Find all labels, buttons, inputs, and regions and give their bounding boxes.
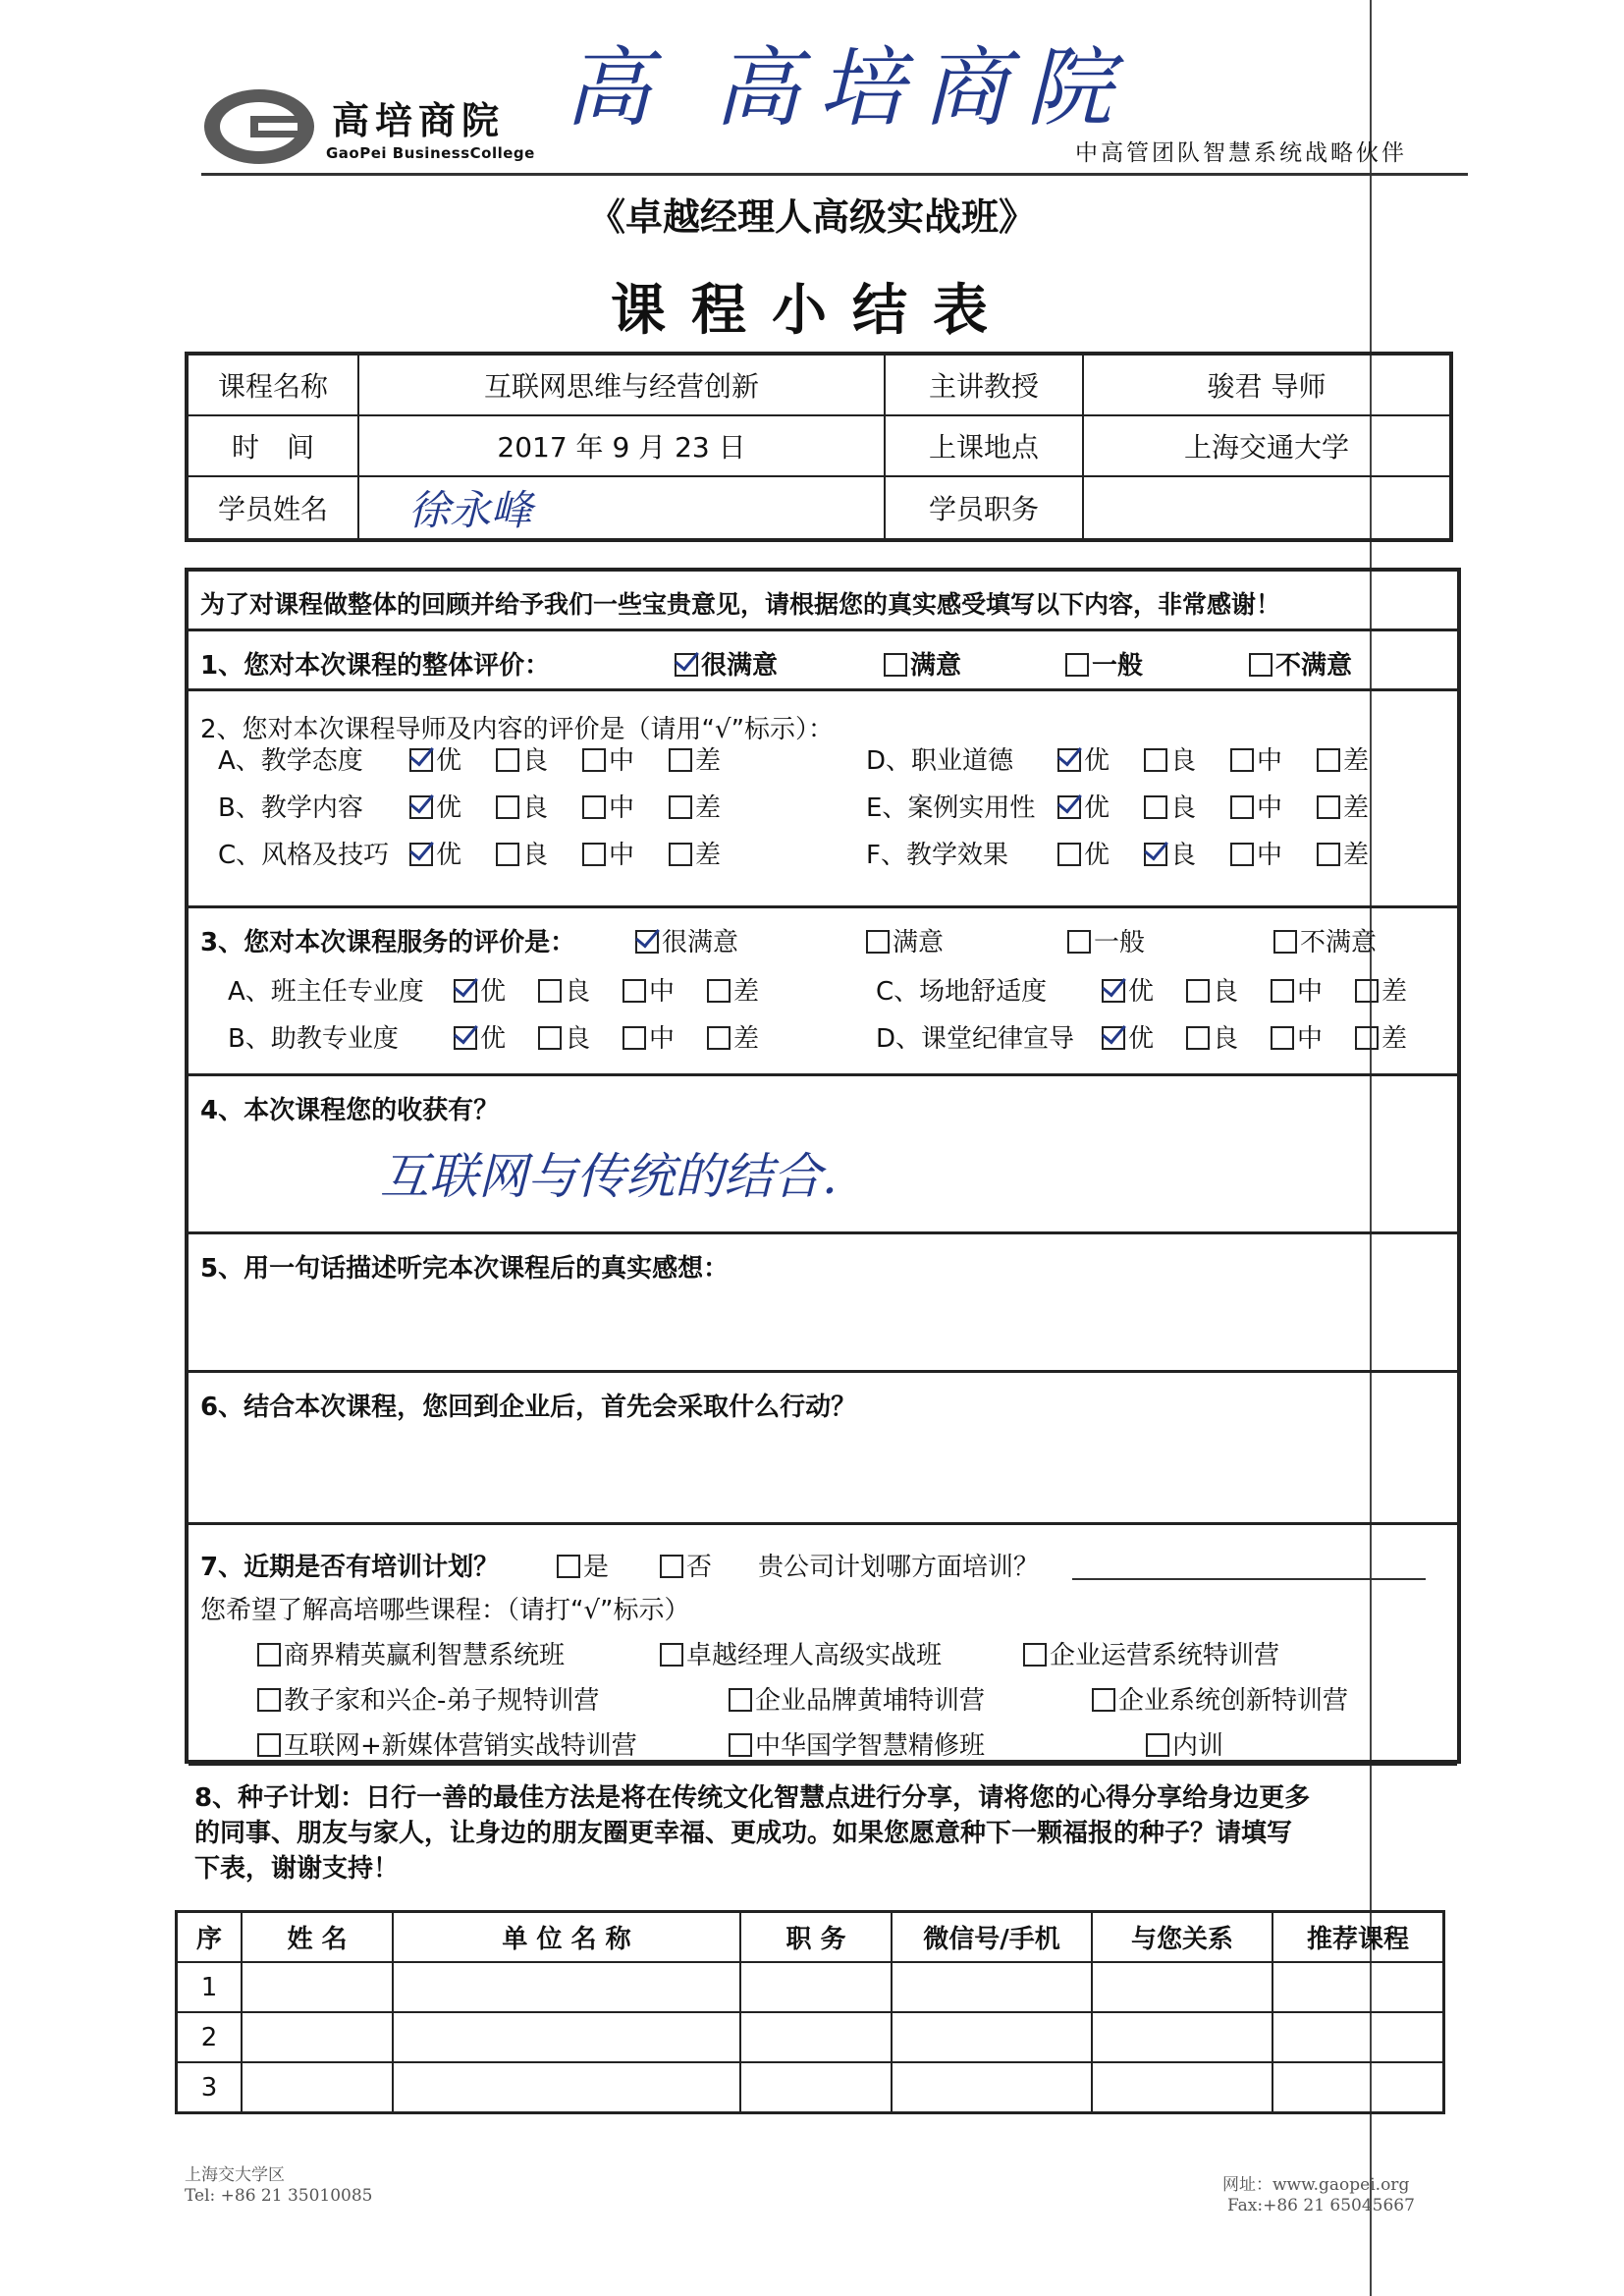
q2-item-label: D、职业道德	[866, 746, 1014, 776]
q2-grade-option[interactable]: 良	[1144, 788, 1196, 824]
q3-item-label: C、场地舒适度	[876, 977, 1048, 1007]
q3-grade-option[interactable]: 差	[707, 1018, 759, 1055]
q3-grade-option[interactable]: 优	[1102, 971, 1154, 1008]
checkbox-icon[interactable]	[669, 843, 692, 866]
table-cell[interactable]	[242, 1962, 393, 2012]
checkbox-icon[interactable]	[582, 843, 606, 866]
q2-item-label: B、教学内容	[218, 793, 363, 823]
gaopei-logo-icon	[201, 86, 317, 167]
checkbox-icon[interactable]	[623, 1026, 646, 1050]
q3-option-satisfied[interactable]: 满意	[866, 922, 944, 958]
checkbox-icon[interactable]	[1317, 748, 1340, 772]
checkbox-icon[interactable]	[538, 979, 562, 1003]
course-name-label: 课程名称	[187, 354, 358, 415]
q3-row	[189, 908, 1457, 1076]
q3-option-average[interactable]: 一般	[1067, 922, 1145, 958]
checkbox-icon[interactable]	[1271, 1026, 1294, 1050]
course-option[interactable]: 互联网+新媒体营销实战特训营	[257, 1725, 637, 1762]
q7-which-training: 贵公司计划哪方面培训？	[758, 1553, 1040, 1582]
course-option[interactable]: 卓越经理人高级实战班	[660, 1635, 942, 1671]
table-cell[interactable]	[393, 2012, 740, 2062]
table-cell[interactable]	[740, 2062, 892, 2113]
q8-line-1: 8、种子计划：日行一善的最佳方法是将在传统文化智慧点进行分享，请将您的心得分享给身边更多	[194, 1783, 1311, 1813]
q3-option-very-satisfied[interactable]: 很满意	[635, 922, 738, 958]
row-index: 1	[177, 1962, 243, 2012]
table-cell[interactable]	[740, 2012, 892, 2062]
student-position-label: 学员职务	[885, 476, 1083, 540]
checkbox-icon[interactable]	[1317, 843, 1340, 866]
col-company: 单 位 名 称	[393, 1912, 740, 1963]
course-title: 《卓越经理人高级实战班》	[587, 195, 1036, 239]
table-cell[interactable]	[1272, 1962, 1444, 2012]
checkbox-icon[interactable]	[1271, 979, 1294, 1003]
q2-grade-option[interactable]: 良	[1144, 740, 1196, 777]
survey-section	[185, 568, 1461, 1884]
checkbox-icon[interactable]	[1273, 930, 1297, 954]
q2-grade-option[interactable]: 中	[582, 740, 634, 777]
q8-line-2: 的同事、朋友与家人，让身边的朋友圈更幸福、更成功。如果您愿意种下一颗福报的种子？请填写	[194, 1819, 1293, 1848]
checkbox-icon[interactable]	[660, 1643, 683, 1667]
table-cell[interactable]	[1272, 2062, 1444, 2113]
checkbox-checked-icon[interactable]	[409, 843, 433, 866]
q3-grade-option[interactable]: 优	[454, 1018, 506, 1055]
q3-grade-option[interactable]: 优	[454, 971, 506, 1008]
footer-website: 网址：www.gaopei.org	[1222, 2175, 1410, 2195]
footer-tel: Tel: +86 21 35010085	[185, 2186, 373, 2206]
checkbox-icon[interactable]	[1230, 748, 1254, 772]
q3-grade-option[interactable]: 中	[1271, 971, 1323, 1008]
q2-grade-option[interactable]: 中	[582, 788, 634, 824]
table-cell[interactable]	[1092, 1962, 1272, 2012]
q2-grade-option[interactable]: 差	[669, 740, 721, 777]
checkbox-icon[interactable]	[707, 1026, 731, 1050]
q4-label: 4、本次课程您的收获有？	[200, 1096, 500, 1125]
q1-option-very-satisfied[interactable]: 很满意	[675, 645, 778, 682]
q3-item-label: D、课堂纪律宣导	[876, 1024, 1075, 1054]
q7-no-option[interactable]: 否	[660, 1547, 712, 1583]
table-cell[interactable]	[1092, 2062, 1272, 2113]
q2-grade-option[interactable]: 优	[409, 740, 461, 777]
seed-table-header	[177, 1912, 1444, 1963]
col-position: 职 务	[740, 1912, 892, 1963]
q8-line-3: 下表，谢谢支持！	[194, 1854, 400, 1884]
q3-label: 3、您对本次课程服务的评价是：	[200, 928, 576, 957]
checkbox-icon[interactable]	[884, 653, 907, 677]
col-name: 姓 名	[242, 1912, 393, 1963]
checkbox-icon[interactable]	[866, 930, 890, 954]
q3-option-unsatisfied[interactable]: 不满意	[1273, 922, 1377, 958]
q2-grade-option[interactable]: 差	[1317, 835, 1369, 871]
checkbox-icon[interactable]	[1146, 1733, 1169, 1757]
checkbox-icon[interactable]	[1317, 795, 1340, 819]
table-cell[interactable]	[1092, 2012, 1272, 2062]
q2-grade-option[interactable]: 良	[496, 835, 548, 871]
q2-grade-option[interactable]: 优	[1057, 740, 1110, 777]
table-row	[177, 2062, 1444, 2113]
table-cell[interactable]	[393, 1962, 740, 2012]
q3-grade-option[interactable]: 优	[1102, 1018, 1154, 1055]
col-relation: 与您关系	[1092, 1912, 1272, 1963]
q2-grade-option[interactable]: 良	[496, 788, 548, 824]
place-value: 上海交通大学	[1083, 415, 1451, 476]
checkbox-icon[interactable]	[257, 1643, 281, 1667]
checkbox-icon[interactable]	[669, 795, 692, 819]
q5-row	[189, 1234, 1457, 1373]
q1-option-average[interactable]: 一般	[1065, 645, 1143, 682]
checkbox-icon[interactable]	[1144, 795, 1167, 819]
q3-grade-option[interactable]: 中	[623, 971, 675, 1008]
col-recommended-course: 推荐课程	[1272, 1912, 1444, 1963]
q2-grade-option[interactable]: 差	[1317, 740, 1369, 777]
checkbox-icon[interactable]	[1186, 979, 1210, 1003]
time-label: 时 间	[187, 415, 358, 476]
intro-row	[189, 572, 1457, 631]
q8-row	[189, 1766, 1457, 1884]
q2-item-label: E、案例实用性	[866, 793, 1036, 823]
table-cell[interactable]	[242, 2062, 393, 2113]
table-cell[interactable]	[892, 1962, 1092, 2012]
checkbox-checked-icon[interactable]	[675, 653, 698, 677]
q3-grade-option[interactable]: 良	[538, 1018, 590, 1055]
checkbox-checked-icon[interactable]	[1057, 748, 1081, 772]
checkbox-checked-icon[interactable]	[635, 930, 659, 954]
handwritten-header-note: 高 高培商院	[565, 37, 1130, 138]
col-wechat: 微信号/手机	[892, 1912, 1092, 1963]
checkbox-icon[interactable]	[582, 748, 606, 772]
lecturer-value: 骏君 导师	[1083, 354, 1451, 415]
q3-grade-option[interactable]: 良	[1186, 1018, 1238, 1055]
checkbox-icon[interactable]	[1092, 1688, 1115, 1712]
q2-grade-option[interactable]: 中	[582, 835, 634, 871]
place-label: 上课地点	[885, 415, 1083, 476]
table-row	[177, 1962, 1444, 2012]
checkbox-icon[interactable]	[1057, 843, 1081, 866]
checkbox-checked-icon[interactable]	[1057, 795, 1081, 819]
q2-row	[189, 691, 1457, 908]
checkbox-icon[interactable]	[1230, 795, 1254, 819]
q2-grade-option[interactable]: 差	[1317, 788, 1369, 824]
q2-grade-option[interactable]: 良	[1144, 835, 1196, 871]
checkbox-icon[interactable]	[257, 1688, 281, 1712]
table-cell[interactable]	[892, 2012, 1092, 2062]
checkbox-icon[interactable]	[729, 1733, 752, 1757]
checkbox-icon[interactable]	[1067, 930, 1091, 954]
checkbox-icon[interactable]	[1144, 748, 1167, 772]
checkbox-icon[interactable]	[1355, 1026, 1379, 1050]
course-option[interactable]: 企业品牌黄埔特训营	[729, 1680, 985, 1717]
q4-row	[189, 1076, 1457, 1234]
q2-grade-option[interactable]: 差	[669, 788, 721, 824]
course-info-table	[185, 352, 1453, 542]
q7-wish-label: 您希望了解高培哪些课程：（请打“√”标示）	[200, 1596, 690, 1625]
q3-grade-option[interactable]: 中	[623, 1018, 675, 1055]
checkbox-icon[interactable]	[582, 795, 606, 819]
checkbox-checked-icon[interactable]	[1102, 1026, 1125, 1050]
checkbox-icon[interactable]	[1023, 1643, 1047, 1667]
q3-grade-option[interactable]: 差	[1355, 971, 1407, 1008]
checkbox-checked-icon[interactable]	[409, 795, 433, 819]
time-value: 2017 年 9 月 23 日	[358, 415, 885, 476]
brand-tagline: 中高管团队智慧系统战略伙伴	[1075, 140, 1407, 166]
q2-grade-option[interactable]: 中	[1230, 788, 1282, 824]
checkbox-icon[interactable]	[538, 1026, 562, 1050]
table-row	[177, 2012, 1444, 2062]
q6-label: 6、结合本次课程，您回到企业后，首先会采取什么行动？	[200, 1393, 857, 1422]
brand-name-en: GaoPei BusinessCollege	[326, 144, 535, 162]
checkbox-checked-icon[interactable]	[409, 748, 433, 772]
q3-grade-option[interactable]: 良	[538, 971, 590, 1008]
checkbox-icon[interactable]	[1186, 1026, 1210, 1050]
checkbox-icon[interactable]	[1230, 843, 1254, 866]
q3-item-label: B、助教专业度	[228, 1024, 399, 1054]
q7-label: 7、近期是否有培训计划？	[200, 1553, 500, 1582]
q7-yes-option[interactable]: 是	[557, 1547, 609, 1583]
q2-grade-option[interactable]: 优	[1057, 788, 1110, 824]
course-option[interactable]: 中华国学智慧精修班	[729, 1725, 985, 1762]
brand-name-cn: 高培商院	[332, 98, 506, 142]
course-option[interactable]: 教子家和兴企-弟子规特训营	[257, 1680, 599, 1717]
q3-grade-option[interactable]: 良	[1186, 971, 1238, 1008]
checkbox-icon[interactable]	[257, 1733, 281, 1757]
course-option[interactable]: 企业系统创新特训营	[1092, 1680, 1348, 1717]
table-cell[interactable]	[1272, 2012, 1444, 2062]
col-index: 序	[177, 1912, 243, 1963]
checkbox-checked-icon[interactable]	[454, 1026, 477, 1050]
q3-item-label: A、班主任专业度	[228, 977, 424, 1007]
intro-text: 为了对课程做整体的回顾并给予我们一些宝贵意见，请根据您的真实感受填写以下内容，非常感谢！	[200, 590, 1281, 619]
q3-grade-option[interactable]: 中	[1271, 1018, 1323, 1055]
q2-grade-option[interactable]: 优	[1057, 835, 1110, 871]
seed-plan-table	[175, 1910, 1445, 2114]
table-cell[interactable]	[740, 1962, 892, 2012]
q1-row	[189, 631, 1457, 691]
q1-option-satisfied[interactable]: 满意	[884, 645, 961, 682]
checkbox-icon[interactable]	[496, 795, 519, 819]
checkbox-checked-icon[interactable]	[1102, 979, 1125, 1003]
row-index: 3	[177, 2062, 243, 2113]
course-name-value: 互联网思维与经营创新	[358, 354, 885, 415]
q3-grade-option[interactable]: 差	[1355, 1018, 1407, 1055]
table-cell[interactable]	[242, 2012, 393, 2062]
course-option[interactable]: 商界精英赢利智慧系统班	[257, 1635, 565, 1671]
checkbox-icon[interactable]	[729, 1688, 752, 1712]
q7-which-answer-line[interactable]	[1072, 1578, 1426, 1580]
footer-fax: Fax:+86 21 65045667	[1227, 2196, 1415, 2215]
checkbox-checked-icon[interactable]	[1144, 843, 1167, 866]
q2-grade-option[interactable]: 中	[1230, 835, 1282, 871]
checkbox-icon[interactable]	[496, 843, 519, 866]
checkbox-icon[interactable]	[1249, 653, 1272, 677]
form-title: 课程小结表	[611, 279, 1013, 343]
q2-label: 2、您对本次课程导师及内容的评价是（请用“√”标示）：	[200, 715, 835, 744]
q2-item-label: A、教学态度	[218, 746, 363, 776]
q2-item-label: C、风格及技巧	[218, 841, 390, 870]
q3-grade-option[interactable]: 差	[707, 971, 759, 1008]
checkbox-icon[interactable]	[496, 748, 519, 772]
student-name-value[interactable]: 徐永峰	[358, 476, 885, 540]
course-option[interactable]: 企业运营系统特训营	[1023, 1635, 1279, 1671]
table-cell[interactable]	[393, 2062, 740, 2113]
checkbox-icon[interactable]	[557, 1555, 580, 1578]
q2-grade-option[interactable]: 优	[409, 835, 461, 871]
q2-grade-option[interactable]: 差	[669, 835, 721, 871]
q2-grade-option[interactable]: 中	[1230, 740, 1282, 777]
checkbox-icon[interactable]	[707, 979, 731, 1003]
table-cell[interactable]	[892, 2062, 1092, 2113]
q6-row	[189, 1373, 1457, 1525]
q5-label: 5、用一句话描述听完本次课程后的真实感想：	[200, 1254, 730, 1284]
lecturer-label: 主讲教授	[885, 354, 1083, 415]
q1-option-unsatisfied[interactable]: 不满意	[1249, 645, 1352, 682]
header-rule	[201, 173, 1468, 176]
q1-label: 1、您对本次课程的整体评价：	[200, 651, 551, 681]
student-name-label: 学员姓名	[187, 476, 358, 540]
checkbox-icon[interactable]	[669, 748, 692, 772]
q7-row	[189, 1525, 1457, 1766]
student-position-value[interactable]	[1083, 476, 1451, 540]
q2-grade-option[interactable]: 优	[409, 788, 461, 824]
q2-item-label: F、教学效果	[866, 841, 1008, 870]
checkbox-icon[interactable]	[1355, 979, 1379, 1003]
row-index: 2	[177, 2012, 243, 2062]
checkbox-icon[interactable]	[1065, 653, 1089, 677]
footer-campus: 上海交大学区	[185, 2165, 285, 2185]
q2-grade-option[interactable]: 良	[496, 740, 548, 777]
checkbox-icon[interactable]	[623, 979, 646, 1003]
q4-answer[interactable]: 互联网与传统的结合.	[380, 1148, 838, 1205]
course-option[interactable]: 内训	[1146, 1725, 1223, 1762]
checkbox-checked-icon[interactable]	[454, 979, 477, 1003]
checkbox-icon[interactable]	[660, 1555, 683, 1578]
